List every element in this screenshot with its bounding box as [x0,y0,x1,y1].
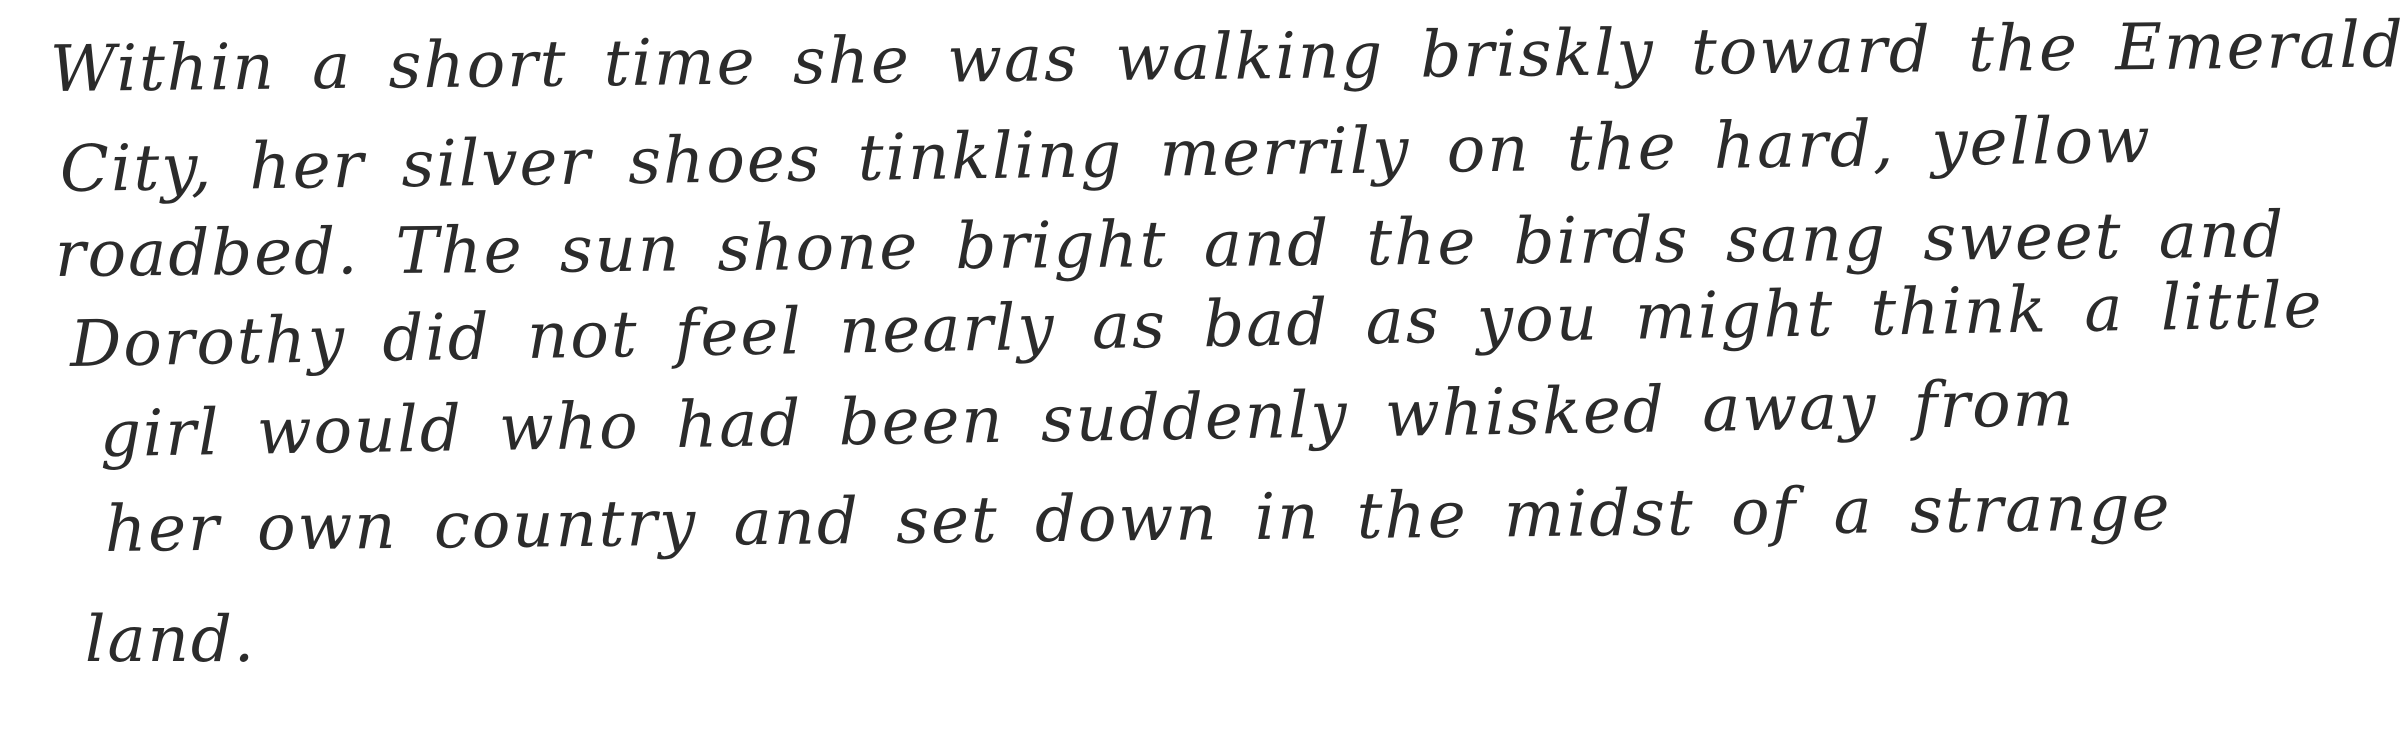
handwritten-line: Dorothy did not feel nearly as bad as you might think a little [69,268,2325,382]
handwritten-line: her own country and set down in the midst of a strange [104,471,2172,567]
handwritten-line: Within a short time she was walking briskly toward the Emerald [49,8,2405,107]
handwritten-passage [40,8,2405,730]
handwritten-line: City, her silver shoes tinkling merrily on the hard, yellow [59,103,2153,207]
handwritten-line: girl would who had been suddenly whisked away from [99,366,2076,472]
handwritten-line: roadbed. The sun shone bright and the birds sang sweet and [54,198,2286,292]
handwritten-line: land. [85,603,257,677]
